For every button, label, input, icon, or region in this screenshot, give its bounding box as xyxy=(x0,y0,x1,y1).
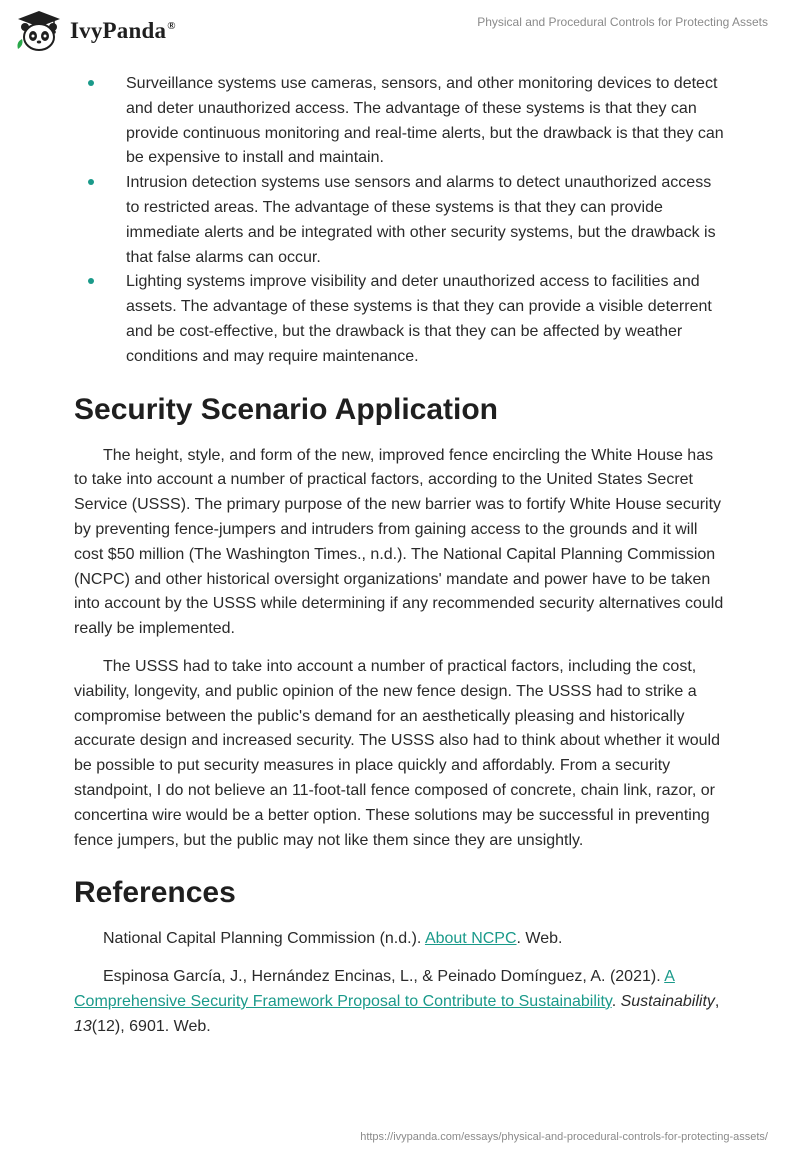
section-heading-scenario: Security Scenario Application xyxy=(74,392,498,426)
reference-text: National Capital Planning Commission (n.d.). xyxy=(103,930,425,948)
reference-link-security-framework[interactable]: A Comprehensive Security Framework Proposal to Contribute to Sustainability xyxy=(74,968,675,1010)
bullet-icon xyxy=(88,80,94,86)
list-item-text: Surveillance systems use cameras, sensors, and other monitoring devices to detect and deter unauthorized access. The advantage of these systems is that they can provide continuous monitoring and real-time alerts, but the drawback is that they can be expensive to install and maintain. xyxy=(126,75,724,167)
panda-graduate-icon xyxy=(14,9,64,53)
journal-name: Sustainability xyxy=(620,992,715,1010)
list-item xyxy=(74,171,728,270)
reference-entry xyxy=(74,927,728,952)
list-item xyxy=(74,270,728,369)
reference-text: Espinosa García, J., Hernández Encinas, L., & Peinado Domínguez, A. (2021). xyxy=(103,968,665,986)
bullet-icon xyxy=(88,278,94,284)
footer-url: https://ivypanda.com/essays/physical-and-procedural-controls-for-protecting-assets/ xyxy=(360,1131,768,1143)
list-item-text: Lighting systems improve visibility and deter unauthorized access to facilities and assets. The advantage of these systems is that they can provide a visible deterrent and be cost-effective, but the drawback is that they can be affected by weather conditions and may require maintenance. xyxy=(126,273,712,365)
reference-text: , xyxy=(714,992,720,1010)
reference-text: . Web. xyxy=(516,930,563,948)
journal-volume: 13 xyxy=(74,1017,92,1035)
ivypanda-logo[interactable] xyxy=(14,9,176,53)
list-item xyxy=(74,72,728,171)
reference-text: (12), 6901. Web. xyxy=(91,1017,211,1035)
bullet-icon xyxy=(88,179,94,185)
paragraph: The height, style, and form of the new, improved fence encircling the White House has to take into account a number of practical factors, according to the United States Secret Service (USSS). The primary purpose of the new barrier was to fortify White House security by preventing fence-jumpers and intruders from gaining access to the grounds and it will cost $50 million (The Washington Times., n.d.). The National Capital Planning Commission (NCPC) and other historical oversight organizations' mandate and power have to be taken into account by the USSS while determining if any recommended security alternatives could really be implemented. xyxy=(74,446,724,638)
brand-name: IvyPanda® xyxy=(70,18,176,43)
reference-link-about-ncpc[interactable]: About NCPC xyxy=(424,930,517,948)
section-heading-references: References xyxy=(74,876,236,910)
document-title: Physical and Procedural Controls for Protecting Assets xyxy=(477,15,768,29)
controls-bullet-list xyxy=(74,72,728,370)
reference-entry xyxy=(74,965,728,1039)
essay-content xyxy=(74,72,728,1053)
paragraph: The USSS had to take into account a number of practical factors, including the cost, viability, longevity, and public opinion of the new fence design. The USSS had to strike a compromise between the public's demand for an aesthetically pleasing and historically accurate design and increased security. The USSS also had to think about whether it would be possible to put security measures in place quickly and affordably. From a security standpoint, I do not believe an 11-foot-tall fence composed of concrete, chain link, razor, or concertina wire would be a better option. These solutions may be successful in preventing fence jumpers, but the public may not like them since they are unsightly. xyxy=(74,657,721,849)
page-header xyxy=(0,0,800,64)
reference-text: . xyxy=(611,992,621,1010)
list-item-text: Intrusion detection systems use sensors and alarms to detect unauthorized access to restricted areas. The advantage of these systems is that they can provide immediate alerts and be integrated with other security systems, but the drawback is that false alarms can occur. xyxy=(126,174,716,266)
